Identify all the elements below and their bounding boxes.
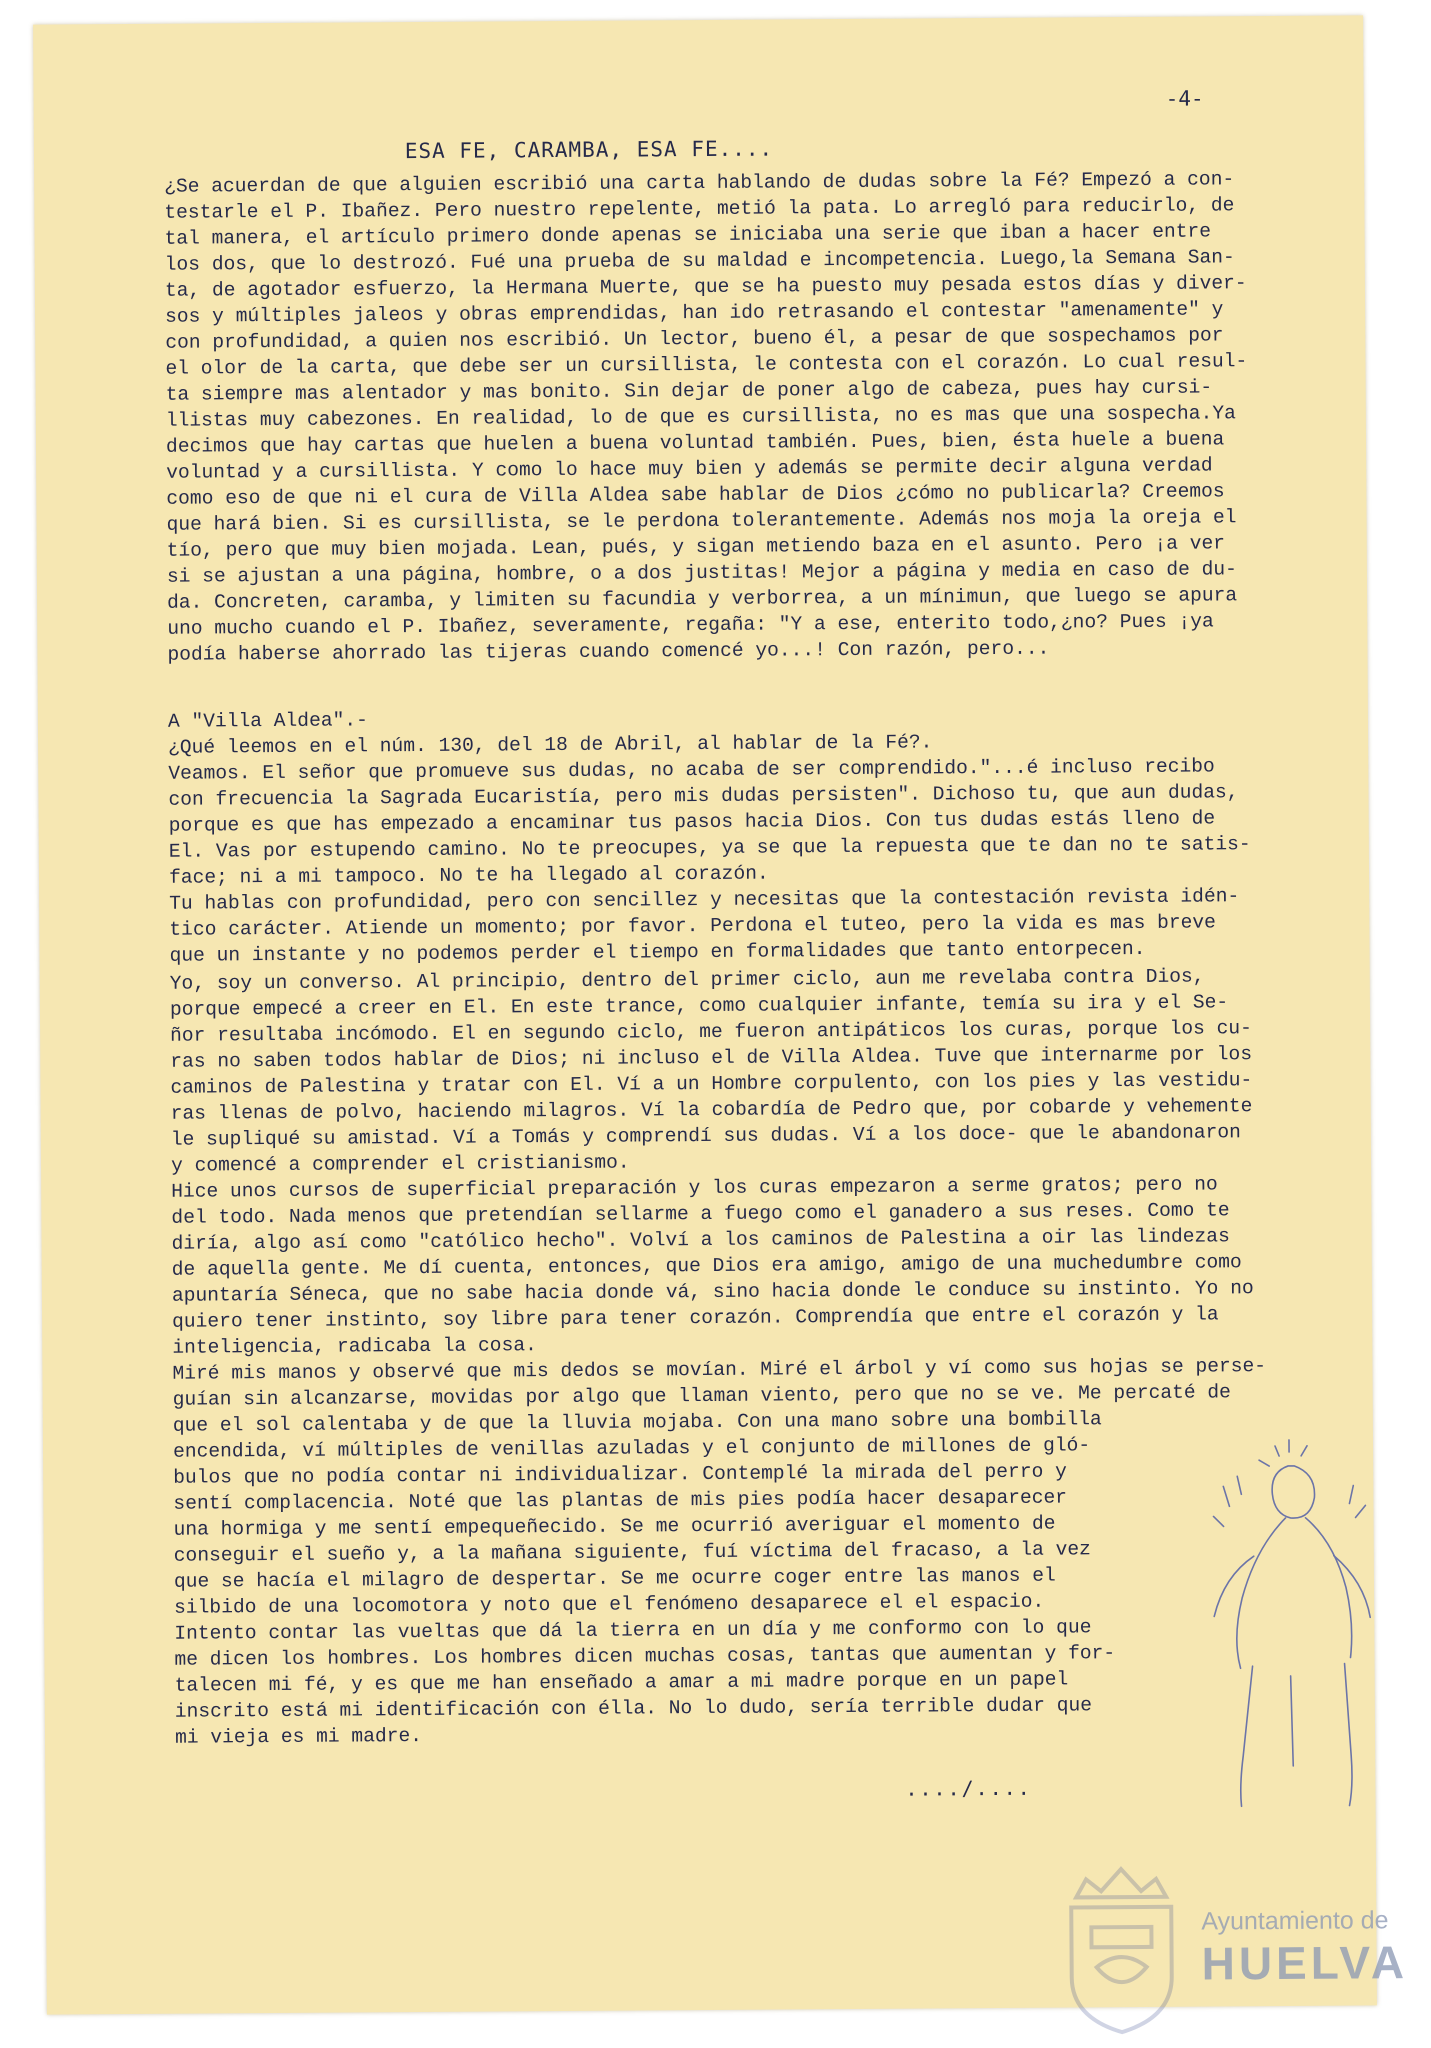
letter-opening-paragraph: A "Villa Aldea".- ¿Qué leemos en el núm. 130, del 18 de Abril, al hablar de la Fé?. Veamos. El señor que promueve sus dudas, no acaba de ser comprendido."...é incluso recibo con frecuencia la Sagrada Eucaristía, pero mis dudas persisten". Dichoso tu, que aun dudas, porque es que has empezado a encaminar tus pasos hacia Dios. Con tus dudas estás lleno de El. Vas por estupendo camino. No te preocupes, ya se que la repuesta que te dan no te satis- face; ni a mi tampoco. No te ha llegado al corazón. Tu hablas con profundidad, pero con sencillez y necesitas que la contestación revista idén- tico carácter. Atiende un momento; por favor. Perdona el tuteo, pero la vida es mas breve que un instante y no podemos perder el tiempo en formalidades que tanto entorpecen. — [167, 709, 1251, 967]
document-sheet — [33, 15, 1409, 2014]
page-number: -4- — [1165, 86, 1204, 111]
huelva-coat-of-arms-watermark — [1056, 1857, 1187, 2038]
intro-paragraph: ¿Se acuerdan de que alguien escribió una carta hablando de dudas sobre la Fé? Empezó a con- testarle el P. Ibañez. Pero nuestro repelente, metió la pata. Lo arregló para reducirlo, de tal manera, el artículo primero donde apenas se iniciaba una serie que iban a hacer entre los dos, que lo destrozó. Fué una prueba de su maldad e incompetencia. Luego,la Semana San- ta, de agotador esfuerzo, la Hermana Muerte, que se ha puesto muy pesada estos días y diver- sos y múltiples jaleos y obras emprendidas, han ido retrasando el contestar "amenamente" y con profundidad, a quien nos escribió. Un lector, bueno él, a pesar de que sospechamos por el olor de la carta, que debe ser un cursillista, le contesta con el corazón. Lo cual resul- ta siempre mas alentador y mas bonito. Sin dejar de poner algo de cabeza, pues hay cursi- llistas muy cabezones. En realidad, lo de que es cursillista, no es mas que una sospecha.Ya decimos que hay cartas que huelen a buena voluntad también. Pues, bien, ésta huele a buena voluntad y a cursillista. Y como lo hace muy bien y además se permite decir alguna verdad como eso de que ni el cura de Villa Aldea sabe hablar de Dios ¿cómo no publicarla? Creemos que hará bien. Si es cursillista, se le perdona tolerantemente. Además nos moja la oreja el tío, pero que muy bien mojada. Lean, pués, y sigan metiendo baza en el asunto. Pero ¡a ver si se ajustan a una página, hombre, o a dos justitas! Mejor a página y media en caso de du- da. Concreten, caramba, y limiten su facundia y verborrea, a un mínimun, que luego se apura uno mucho cuando el P. Ibañez, severamente, regaña: "Y a ese, enterito todo,¿no? Pues ¡ya podía haberse ahorrado las tijeras cuando comencé yo...! Con razón, pero... — [164, 168, 1248, 666]
ayuntamiento-huelva-watermark — [1201, 1905, 1408, 1990]
hand-drawn-figure-sketch — [1193, 1425, 1396, 1826]
watermark-line-1: Ayuntamiento de — [1201, 1906, 1389, 1936]
continuation-mark: ..../.... — [905, 1775, 1032, 1801]
letter-body-paragraph: Yo, soy un converso. Al principio, dentro del primer ciclo, aun me revelaba contra Dios, porque empecé a creer en El. En este trance, como cualquier infante, temía su ira y el Se- ñor resultaba incómodo. El en segundo ciclo, me fueron antipáticos los curas, porque los cu- ras no saben todos hablar de Dios; ni incluso el de Villa Aldea. Tuve que internarme por los caminos de Palestina y tratar con El. Ví a un Hombre corpulento, con los pies y las vestidu- ras llenas de polvo, haciendo milagros. Ví la cobardía de Pedro que, por cobarde y vehemente le supliqué su amistad. Ví a Tomás y comprendí sus dudas. Ví a los doce- que le abandonaron y comencé a comprender el cristianismo. Hice unos cursos de superficial preparación y los curas empezaron a serme gratos; pero no del todo. Nada menos que pretendían sellarme a fuego como el ganadero a sus reses. Como te diría, algo así como "católico hecho". Volví a los caminos de Palestina a oir las lindezas de aquella gente. Me dí cuenta, entonces, que Dios era amigo, amigo de una muchedumbre como apuntaría Séneca, que no sabe hacia donde vá, sino hacia donde le conduce su instinto. Yo no quiero tener instinto, soy libre para tener corazón. Comprendía que entre el corazón y la inteligencia, radicaba la cosa. Miré mis manos y observé que mis dedos se movían. Miré el árbol y ví como sus hojas se perse- guían sin alcanzarse, movidas por algo que llaman viento, pero que no se ve. Me percaté de que el sol calentaba y de que la lluvia mojaba. Con una mano sobre una bombilla encendida, ví múltiples de venillas azuladas y el conjunto de millones de gló- bulos que no podía contar ni individualizar. Contemplé la mirada del perro y sentí complacencia. Noté que las plantas de mis pies podía hacer desaparecer una hormiga y me sentí empequeñecido. Se me ocurrió averiguar el momento de conseguir el sueño y, a la mañana siguiente, fuí víctima del fracaso, a la vez que se hacía el milagro de despertar. Se me ocurre coger entre las manos el silbido de una locomotora y noto que el fenómeno desaparece el el espacio. Intento contar las vueltas que dá la tierra en un día y me conformo con lo que me dicen los hombres. Los hombres dicen muchas cosas, tantas que aumentan y for- talecen mi fé, y es que me han enseñado a amar a mi madre porque en un papel inscrito está mi identificación con élla. No lo dudo, sería terrible dudar que mi vieja es mi madre. — [169, 965, 1267, 1749]
watermark-line-2: HUELVA — [1201, 1936, 1409, 1990]
document-heading: ESA FE, CARAMBA, ESA FE.... — [404, 136, 774, 164]
